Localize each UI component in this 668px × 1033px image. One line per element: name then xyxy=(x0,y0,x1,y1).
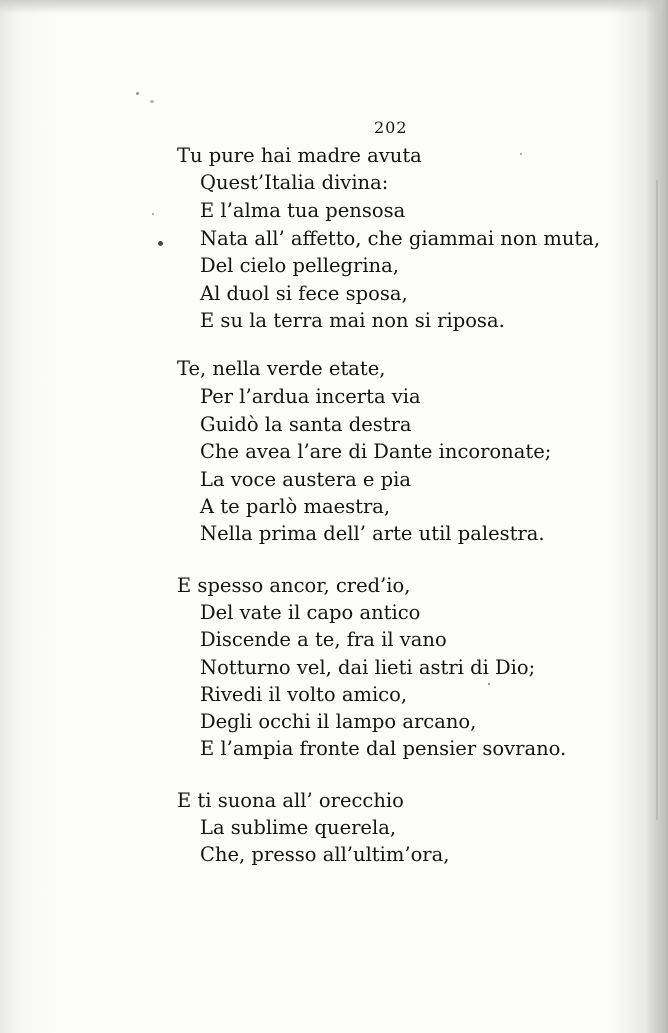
poem-line: Quest’Italia divina: xyxy=(200,171,389,194)
poem-line: Tu pure hai madre avuta xyxy=(177,144,422,167)
poem-line: Nata all’ affetto, che giammai non muta, xyxy=(200,227,601,250)
ink-speck xyxy=(152,213,154,215)
poem-line: E l’ampia fronte dal pensier sovrano. xyxy=(200,737,567,760)
poem-line: Che avea l’are di Dante incoronate; xyxy=(200,440,552,463)
poem-line: Che, presso all’ultim’ora, xyxy=(200,843,450,866)
ink-speck xyxy=(150,100,154,103)
poem-line: E l’alma tua pensosa xyxy=(200,199,406,222)
poem-line: La voce austera e pia xyxy=(200,468,411,491)
poem-line: Nella prima dell’ arte util palestra. xyxy=(200,522,545,545)
ink-speck xyxy=(136,92,139,95)
poem-line: Al duol si fece sposa, xyxy=(200,282,408,305)
poem-line: E ti suona all’ orecchio xyxy=(177,789,404,812)
page-fold-line xyxy=(656,180,658,820)
ink-speck xyxy=(520,153,522,155)
poem-line: E spesso ancor, cred’io, xyxy=(177,574,411,597)
poem-line: Te, nella verde etate, xyxy=(177,357,386,380)
poem-line: E su la terra mai non si riposa. xyxy=(200,309,505,332)
poem-line: A te parlò maestra, xyxy=(200,495,391,518)
poem-line: Degli occhi il lampo arcano, xyxy=(200,710,477,733)
poem-line: Guidò la santa destra xyxy=(200,413,412,436)
poem-line: Notturno vel, dai lieti astri di Dio; xyxy=(200,656,536,679)
poem-line: Del vate il capo antico xyxy=(200,601,421,624)
poem-line: La sublime querela, xyxy=(200,816,397,839)
poem-line: Del cielo pellegrina, xyxy=(200,254,399,277)
poem-line: Discende a te, fra il vano xyxy=(200,628,447,651)
page-number: 202 xyxy=(374,118,408,137)
ink-speck xyxy=(158,241,163,246)
ink-speck xyxy=(488,683,490,685)
page-top-shadow xyxy=(0,0,668,14)
poem-line: Per l’ardua incerta via xyxy=(200,385,421,408)
poem-line: Rivedi il volto amico, xyxy=(200,683,408,706)
